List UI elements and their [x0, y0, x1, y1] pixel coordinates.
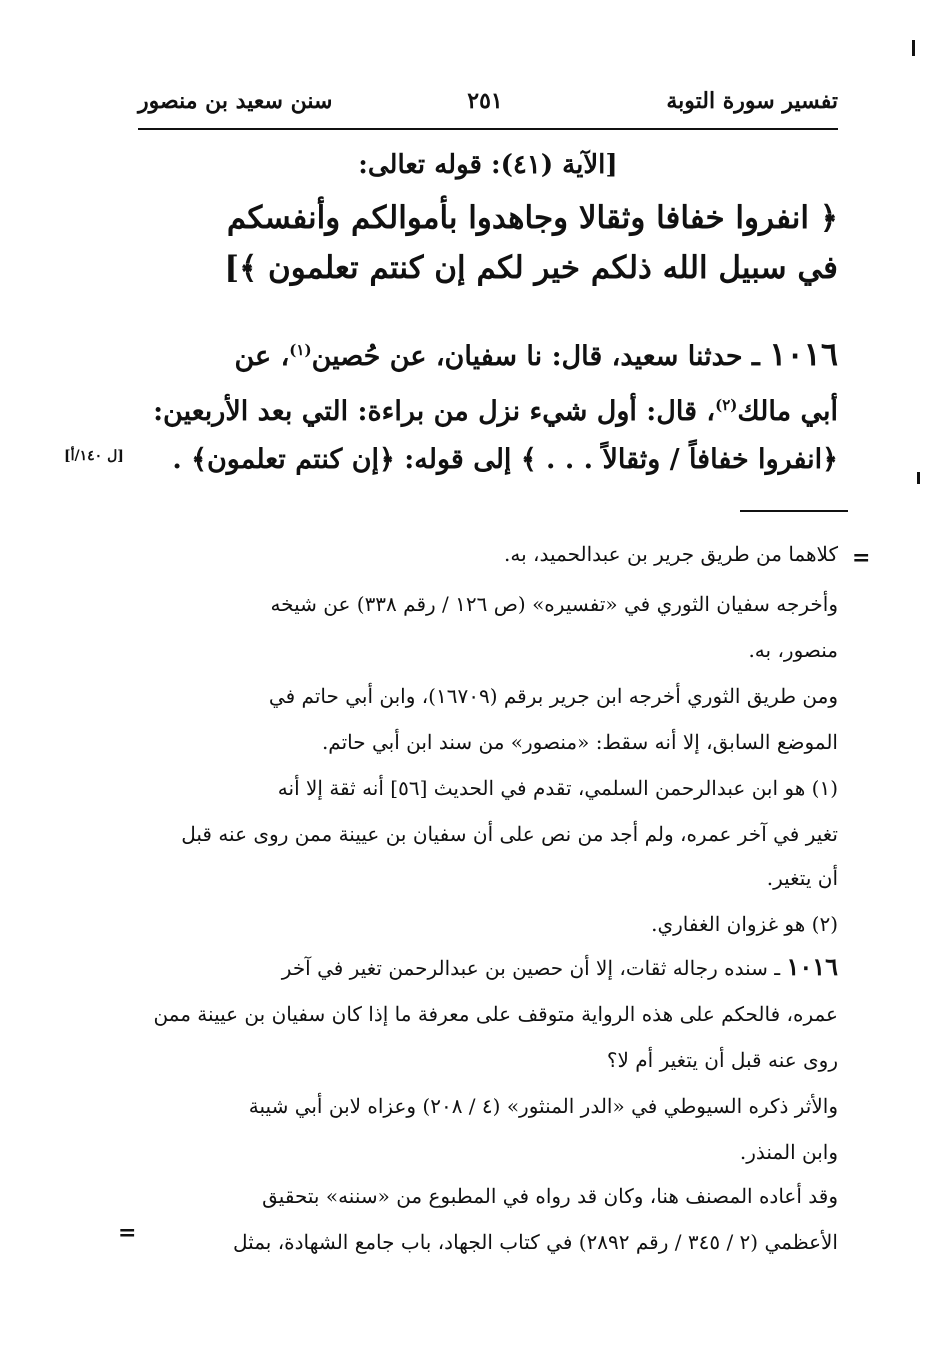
footnote-line: والأثر ذكره السيوطي في «الدر المنثور» (٤ / ٢٠٨) وعزاه لابن أبي شيبة: [248, 1094, 838, 1118]
continuation-mark-bottom: =: [118, 1220, 137, 1246]
footnote-line: (٢) هو غزوان الغفاري.: [651, 912, 838, 936]
header-book-title: سنن سعيد بن منصور: [138, 88, 333, 114]
footnote-line: ومن طريق الثوري أخرجه ابن جرير برقم (١٦٧٠٩)، وابن أبي حاتم في: [268, 684, 838, 708]
footnote-line: عمره، فالحكم على هذه الرواية متوقف على معرفة ما إذا كان سفيان بن عيينة ممن: [153, 1002, 838, 1026]
page-edge-mark: [912, 40, 915, 56]
header-rule: [138, 128, 838, 130]
hadith-text: ، قال: أول شيء نزل من براءة: التي بعد الأربعين:: [153, 396, 716, 427]
hadith-line-2: [138, 380, 838, 437]
hadith-text: أبي مالك: [737, 396, 838, 427]
footnote-marker-2: (٢): [715, 396, 738, 414]
footnote-line: وابن المنذر.: [739, 1140, 838, 1164]
footnote-line: كلاهما من طريق جرير بن عبدالحميد، به.: [504, 542, 838, 566]
footnote-text: ـ سنده رجاله ثقات، إلا أن حصين بن عبدالرحمن تغير في آخر: [281, 956, 781, 980]
page-edge-mark: [917, 472, 920, 484]
footnote-line: الأعظمي (٢ / ٣٤٥ / رقم ٢٨٩٢) في كتاب الجهاد، باب جامع الشهادة، بمثل: [233, 1230, 838, 1254]
quran-verse-line-1: ﴿ انفروا خفافا وثقالا وجاهدوا بأموالكم وأنفسكم: [226, 200, 838, 236]
footnote-line: روى عنه قبل أن يتغير أم لا؟: [606, 1048, 838, 1072]
page-number: ٢٥١: [467, 88, 503, 114]
quran-verse-line-2: في سبيل الله ذلكم خير لكم إن كنتم تعلمون ﴾]: [224, 250, 838, 286]
header-surah-title: تفسير سورة التوبة: [666, 88, 838, 114]
footnote-line: [138, 945, 838, 990]
footnote-hadith-number: ١٠١٦: [786, 952, 838, 981]
footnote-marker-1: (١): [289, 341, 312, 359]
footnote-line: منصور، به.: [748, 638, 838, 662]
verse-heading: [الآية (٤١): قوله تعالى:: [358, 150, 618, 180]
continuation-mark-top: =: [852, 545, 871, 571]
footnote-line: تغير في آخر عمره، ولم أجد من نص على أن سفيان بن عيينة ممن روى عنه قبل: [181, 822, 838, 846]
footnote-line: أن يتغير.: [766, 866, 838, 890]
hadith-text: ـ حدثنا سعيد، قال: نا سفيان، عن حُصين: [311, 341, 760, 372]
hadith-line-3: ﴿انفروا خفافاً / وثقالاً . . . ﴾ إلى قوله: ﴿إن كنتم تعلمون﴾ .: [172, 444, 838, 475]
manuscript-folio-reference: [ل ١٤٠/أ]: [64, 448, 124, 464]
hadith-number: ١٠١٦: [769, 335, 838, 373]
hadith-line-1: [138, 325, 838, 382]
footnote-line: الموضع السابق، إلا أنه سقط: «منصور» من سند ابن أبي حاتم.: [321, 730, 838, 754]
footnote-separator: [740, 510, 848, 512]
hadith-text: ، عن: [234, 341, 290, 372]
footnote-line: وقد أعاده المصنف هنا، وكان قد رواه في المطبوع من «سننه» بتحقيق: [262, 1184, 838, 1208]
footnote-line: (١) هو ابن عبدالرحمن السلمي، تقدم في الحديث [٥٦] أنه ثقة إلا أنه: [277, 776, 838, 800]
footnote-line: وأخرجه سفيان الثوري في «تفسيره» (ص ١٢٦ / رقم ٣٣٨) عن شيخه: [270, 592, 838, 616]
